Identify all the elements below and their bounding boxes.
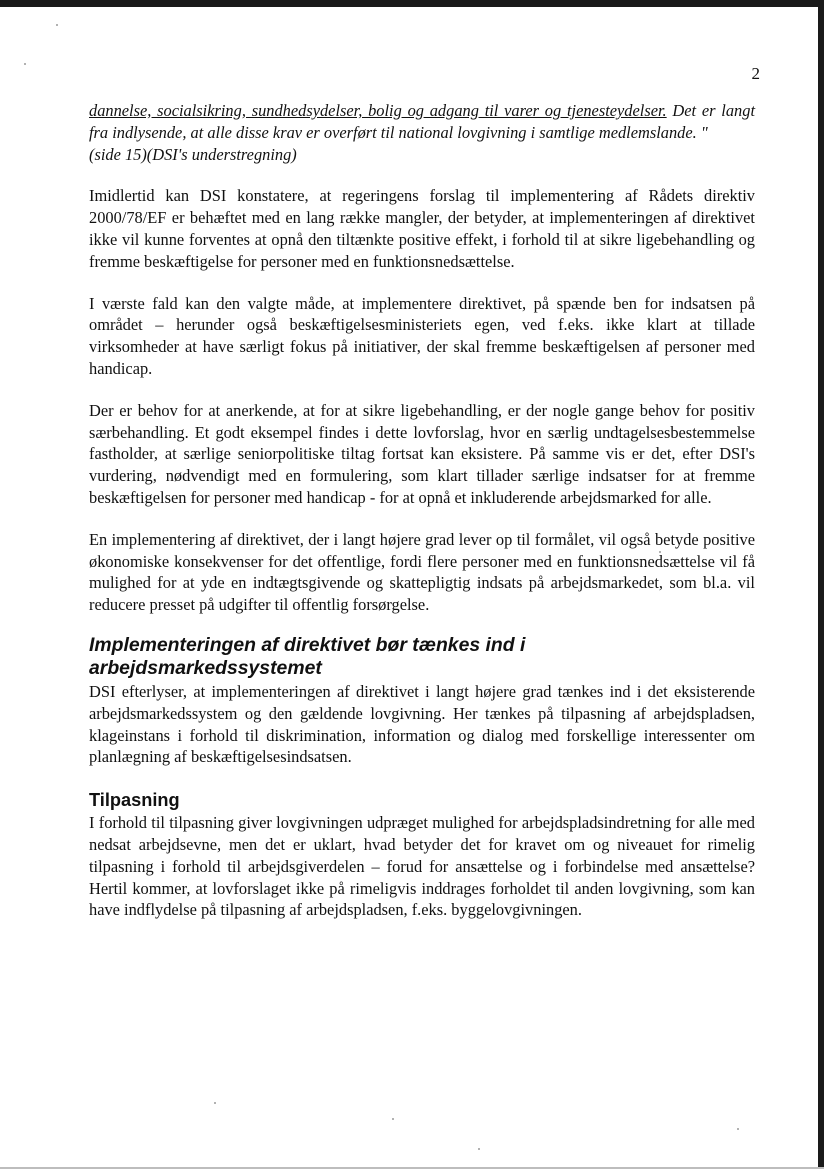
section-heading-implementation: Implementeringen af direktivet bør tænkes ind i arbejdsmarkedssystemet (89, 633, 526, 679)
scan-border-right (818, 0, 824, 1169)
scan-speck (56, 24, 58, 26)
scan-border-top (0, 0, 824, 7)
quote-paragraph (89, 100, 755, 165)
page-number: 2 (751, 64, 760, 83)
section-tilpasning-body: I forhold til tilpasning giver lovgivningen udpræget mulighed for arbejdspladsindretning for alle med nedsat arbejdsevne, men det er uklart, hvad betyder det for kravet om og niveauet for rimelig tilpasning i forhold til arbejdsgiverdelen – forud for ansættelse og i forbindelse med ansættelse? Hertil kommer, at lovforslaget ikke på rimeligvis inddrages forholdet til anden lovgivning, som kan have indflydelse på tilpasning af arbejdspladsen, f.eks. byggelovgivningen. (89, 813, 755, 920)
section-heading-tilpasning: Tilpasning (89, 790, 180, 811)
document-body (89, 100, 755, 921)
paragraph-2: I værste fald kan den valgte måde, at implementere direktivet, på spænde ben for indsatsen på området – herunder også beskæftigelsesministeriets egen, ved f.eks. ikke klart at tillade virksomheder at have særligt fokus på initiativer, der skal fremme beskæftigelsen af personer med handicap. (89, 293, 755, 378)
section-implementation-body: DSI efterlyser, at implementeringen af direktivet i langt højere grad tænkes ind i det eksisterende arbejdsmarkedssystem og den gældende lovgivning. Her tænkes på tilpasning af arbejdspladsen, klageinstans i forhold til diskrimination, information og dialog med forskellige interessenter om planlægning af beskæftigelsesindsatsen. (89, 681, 755, 767)
quote-source: (side 15)(DSI's understregning) (89, 144, 297, 164)
paragraph-1: Imidlertid kan DSI konstatere, at regeringens forslag til implementering af Rådets direktiv 2000/78/EF er behæftet med en lang række mangler, der betyder, at implementeringen af direktivet ikke vil kunne forventes at opnå den tiltænkte positive effekt, i forhold til at sikre ligebehandling og fremme beskæftigelse for personer med en funktionsnedsættelse. (89, 186, 755, 271)
quote-text: Det er langt fra indlysende, at alle disse krav er overført til national lovgivning i samtlige medlemslande. " (89, 101, 756, 142)
paragraph-4: En implementering af direktivet, der i langt højere grad lever op til formålet, vil også betyde positive økonomiske konsekvenser for det offentlige, fordi flere personer med en funktionsnedsættelse vil få mulighed for at yde en indtægtsgivende og skattepligtig indsats på arbejdsmarkedet, som bl.a. vil reducere presset på udgifter til offentlig forsørgelse. (89, 529, 755, 615)
scan-speck (478, 1148, 480, 1150)
scan-speck (392, 1118, 394, 1120)
paragraph-3: Der er behov for at anerkende, at for at sikre ligebehandling, er der nogle gange behov for positiv særbehandling. Et godt eksempel findes i dette lovforslag, hvor en særlig undtagelsesbestemmelse fastholder, at særlige seniorpolitiske tiltag fortsat kan eksistere. På samme vis er det, efter DSI's vurdering, nødvendigt med en formulering, som klart tillader særlige indsatser for at fremme beskæftigelsen for personer med handicap - for at opnå et inkluderende arbejdsmarked for alle. (89, 400, 755, 507)
scan-speck (214, 1102, 216, 1104)
scan-speck (24, 63, 26, 65)
scan-speck (737, 1128, 739, 1130)
quote-underlined-text: dannelse, socialsikring, sundhedsydelser, bolig og adgang til varer og tjenesteydelser. (89, 101, 667, 120)
